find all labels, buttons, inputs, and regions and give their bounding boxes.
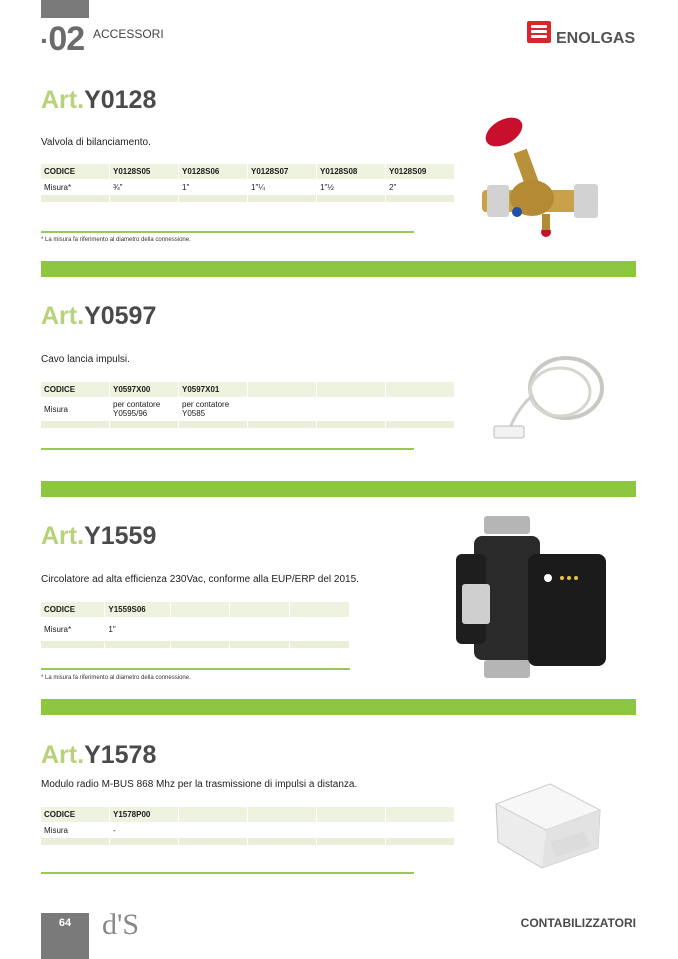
enolgas-logo-icon (527, 21, 551, 43)
table-cell (230, 618, 289, 640)
table-cell (317, 823, 385, 837)
table-cell (171, 618, 230, 640)
circulator-pump-image (452, 514, 610, 680)
table-cell (386, 823, 454, 837)
section-divider-band (41, 481, 636, 497)
table-cell: 2" (386, 180, 454, 194)
table-cell: per contatore Y0585 (179, 398, 247, 420)
header-gray-tab (41, 0, 89, 18)
table-header-cell: CODICE (41, 807, 109, 822)
footnote: * La misura fa riferimento al diametro della connessione. (41, 237, 191, 243)
table-cell (386, 398, 454, 420)
article-table (40, 806, 455, 846)
table-cell (248, 823, 316, 837)
table-header-cell: Y0128S07 (248, 164, 316, 179)
table-rule (41, 448, 414, 450)
table-header-cell: Y0128S09 (386, 164, 454, 179)
section-divider-band (41, 261, 636, 277)
table-cell: 1" (105, 618, 169, 640)
dis-logo: d'S (102, 908, 140, 941)
table-header-cell (179, 807, 247, 822)
table-cell: 1"½ (317, 180, 385, 194)
table-cell: per contatore Y0595/96 (110, 398, 178, 420)
section-label: ACCESSORI (93, 27, 164, 41)
table-cell: ¾" (110, 180, 178, 194)
table-rule (41, 872, 414, 874)
article-table (40, 601, 350, 649)
table-cell: Misura* (41, 180, 109, 194)
table-header-cell: CODICE (41, 382, 109, 397)
table-header-cell (248, 382, 316, 397)
table-cell: Misura (41, 398, 109, 420)
section-divider-band (41, 699, 636, 715)
balancing-valve-image (462, 110, 602, 240)
table-header-cell: CODICE (41, 602, 104, 617)
table-cell: 1"¼ (248, 180, 316, 194)
article-description: Circolatore ad alta efficienza 230Vac, conforme alla EUP/ERP del 2015. (41, 574, 359, 585)
table-header-cell: Y0128S08 (317, 164, 385, 179)
footer-category: CONTABILIZZATORI (520, 916, 636, 930)
table-cell: - (110, 823, 178, 837)
article-table (40, 381, 455, 429)
article-title-y0128: Art.Y0128 (41, 86, 157, 114)
table-header-cell (248, 807, 316, 822)
article-title-y1559: Art.Y1559 (41, 522, 157, 550)
table-header-cell: CODICE (41, 164, 109, 179)
table-cell (317, 398, 385, 420)
table-cell: 1" (179, 180, 247, 194)
table-header-cell: Y1578P00 (110, 807, 178, 822)
article-title-y0597: Art.Y0597 (41, 302, 157, 330)
section-number: ·02 (40, 20, 85, 58)
table-cell (248, 398, 316, 420)
radio-module-image (490, 770, 608, 870)
article-title-y1578: Art.Y1578 (41, 741, 157, 769)
article-table (40, 163, 455, 203)
table-header-cell: Y0128S06 (179, 164, 247, 179)
table-header-cell (317, 807, 385, 822)
table-cell (179, 823, 247, 837)
table-header-cell: Y1559S06 (105, 602, 169, 617)
table-cell (290, 618, 349, 640)
table-header-cell (317, 382, 385, 397)
table-cell: Misura (41, 823, 109, 837)
article-description: Cavo lancia impulsi. (41, 354, 130, 365)
page-number: 64 (41, 913, 89, 959)
footnote: * La misura fa riferimento al diametro della connessione. (41, 675, 191, 681)
table-header-cell: Y0597X01 (179, 382, 247, 397)
table-header-cell: Y0597X00 (110, 382, 178, 397)
table-header-cell: Y0128S05 (110, 164, 178, 179)
table-rule (41, 668, 350, 670)
table-rule (41, 231, 414, 233)
table-header-cell (386, 807, 454, 822)
article-description: Valvola di bilanciamento. (41, 137, 151, 148)
table-header-cell (171, 602, 230, 617)
pulse-cable-image (488, 348, 610, 443)
article-description: Modulo radio M-BUS 868 Mhz per la trasmissione di impulsi a distanza. (41, 779, 358, 790)
brand-name: ENOLGAS (556, 30, 636, 47)
table-header-cell (230, 602, 289, 617)
table-cell: Misura* (41, 618, 104, 640)
table-header-cell (290, 602, 349, 617)
table-header-cell (386, 382, 454, 397)
